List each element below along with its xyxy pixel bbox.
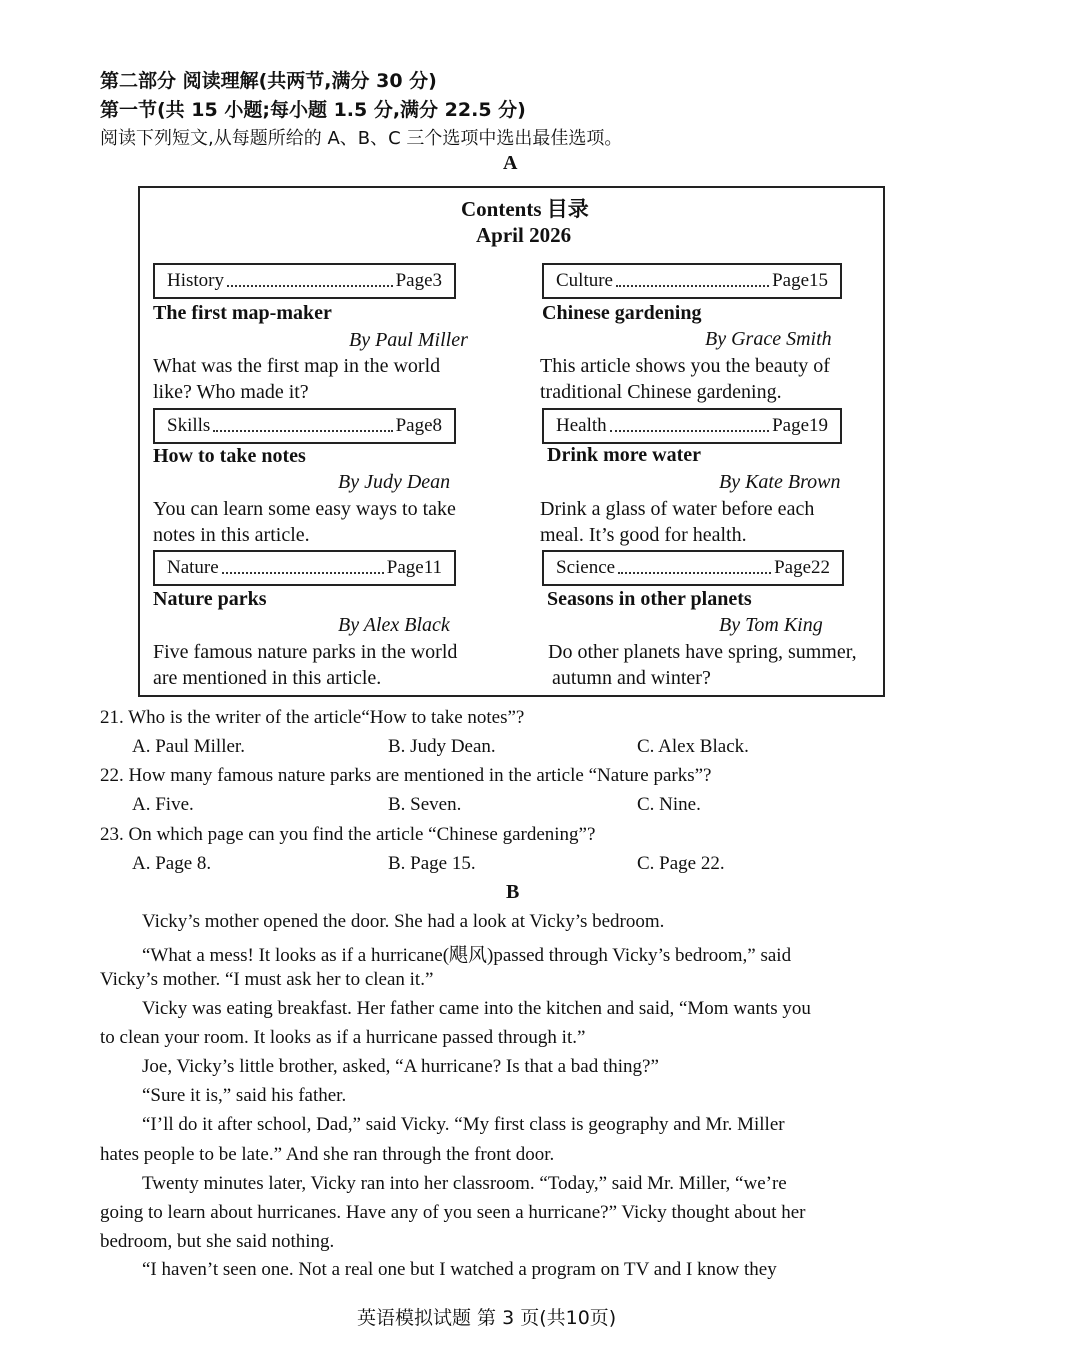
question-stem: 23. On which page can you find the article “Chinese gardening”? [100,824,596,845]
article-title: Chinese gardening [542,302,702,324]
category-name: Health [556,415,607,436]
category-name: History [167,270,224,291]
passage-line: hates people to be late.” And she ran through the front door. [100,1144,555,1165]
option-b: B. Judy Dean. [388,736,496,757]
passage-line: Vicky’s mother opened the door. She had a look at Vicky’s bedroom. [142,911,665,932]
category-page: Page15 [772,270,828,291]
article-title: The first map-maker [153,302,332,324]
passage-line: “I’ll do it after school, Dad,” said Vicky. “My first class is geography and Mr. Miller [142,1114,785,1135]
article-author: By Judy Dean [338,471,451,493]
passage-line: “Sure it is,” said his father. [142,1085,347,1106]
article-desc: Do other planets have spring, summer, [548,641,857,663]
category-page: Page8 [395,415,442,436]
passage-line: Vicky was eating breakfast. Her father came into the kitchen and said, “Mom wants you [142,998,811,1019]
passage-b-label: B [506,881,520,903]
article-desc: Five famous nature parks in the world [153,641,458,663]
article-author: By Tom King [719,614,823,636]
article-author: By Alex Black [338,614,450,636]
article-author: By Kate Brown [719,471,841,493]
category-name: Skills [167,415,211,436]
page-footer: 英语模拟试题 第 3 页(共10页) [357,1307,617,1329]
article-title: Drink more water [547,444,702,466]
option-c: C. Page 22. [637,853,725,874]
instruction-text: 阅读下列短文,从每题所给的 A、B、C 三个选项中选出最佳选项。 [100,128,623,149]
option-a: A. Five. [132,794,194,815]
article-author: By Grace Smith [705,328,832,350]
category-name: Nature [167,557,219,578]
article-desc: traditional Chinese gardening. [540,381,782,403]
option-b: B. Seven. [388,794,462,815]
category-page: Page19 [772,415,828,436]
category-box-history [153,263,456,299]
category-box-nature [153,550,456,586]
passage-line: bedroom, but she said nothing. [100,1231,335,1252]
option-b: B. Page 15. [388,853,476,874]
contents-date: April 2026 [476,223,572,247]
article-desc: like? Who made it? [153,381,309,403]
passage-line: Vicky’s mother. “I must ask her to clean it.” [100,969,434,990]
passage-line: “I haven’t seen one. Not a real one but I watched a program on TV and I know they [142,1259,777,1280]
article-title: Seasons in other planets [547,588,752,610]
category-name: Science [556,557,616,578]
article-desc: This article shows you the beauty of [540,355,830,377]
part-heading: 第二部分 阅读理解(共两节,满分 30 分) [100,70,437,92]
passage-line: Joe, Vicky’s little brother, asked, “A hurricane? Is that a bad thing?” [142,1056,659,1077]
category-box-culture [542,263,842,299]
article-title: Nature parks [153,588,267,610]
passage-a-label: A [503,152,518,174]
option-a: A. Page 8. [132,853,212,874]
category-box-health [542,408,842,444]
category-box-science [542,550,844,586]
article-desc: You can learn some easy ways to take [153,498,456,520]
category-page: Page3 [395,270,442,291]
category-box-skills [153,408,456,444]
option-c: C. Nine. [637,794,701,815]
question-stem: 22. How many famous nature parks are mentioned in the article “Nature parks”? [100,765,712,786]
category-page: Page22 [774,557,830,578]
passage-line: to clean your room. It looks as if a hurricane passed through it.” [100,1027,586,1048]
contents-title: Contents 目录 [461,197,589,221]
article-author: By Paul Miller [349,329,468,351]
option-c: C. Alex Black. [637,736,749,757]
option-a: A. Paul Miller. [132,736,245,757]
passage-line: going to learn about hurricanes. Have any of you seen a hurricane?” Vicky thought about her [100,1202,806,1223]
article-desc: meal. It’s good for health. [540,524,747,546]
article-desc: are mentioned in this article. [153,667,382,689]
passage-line: Twenty minutes later, Vicky ran into her classroom. “Today,” said Mr. Miller, “we’re [142,1173,787,1194]
category-name: Culture [556,270,613,291]
article-desc: What was the first map in the world [153,355,441,377]
article-title: How to take notes [153,445,306,467]
article-desc: autumn and winter? [552,667,711,689]
category-page: Page11 [386,557,442,578]
section-heading: 第一节(共 15 小题;每小题 1.5 分,满分 22.5 分) [100,99,526,121]
passage-line: “What a mess! It looks as if a hurricane(飓风)passed through Vicky’s bedroom,” said [142,945,792,966]
article-desc: Drink a glass of water before each [540,498,815,520]
question-stem: 21. Who is the writer of the article“How to take notes”? [100,707,525,728]
article-desc: notes in this article. [153,524,310,546]
